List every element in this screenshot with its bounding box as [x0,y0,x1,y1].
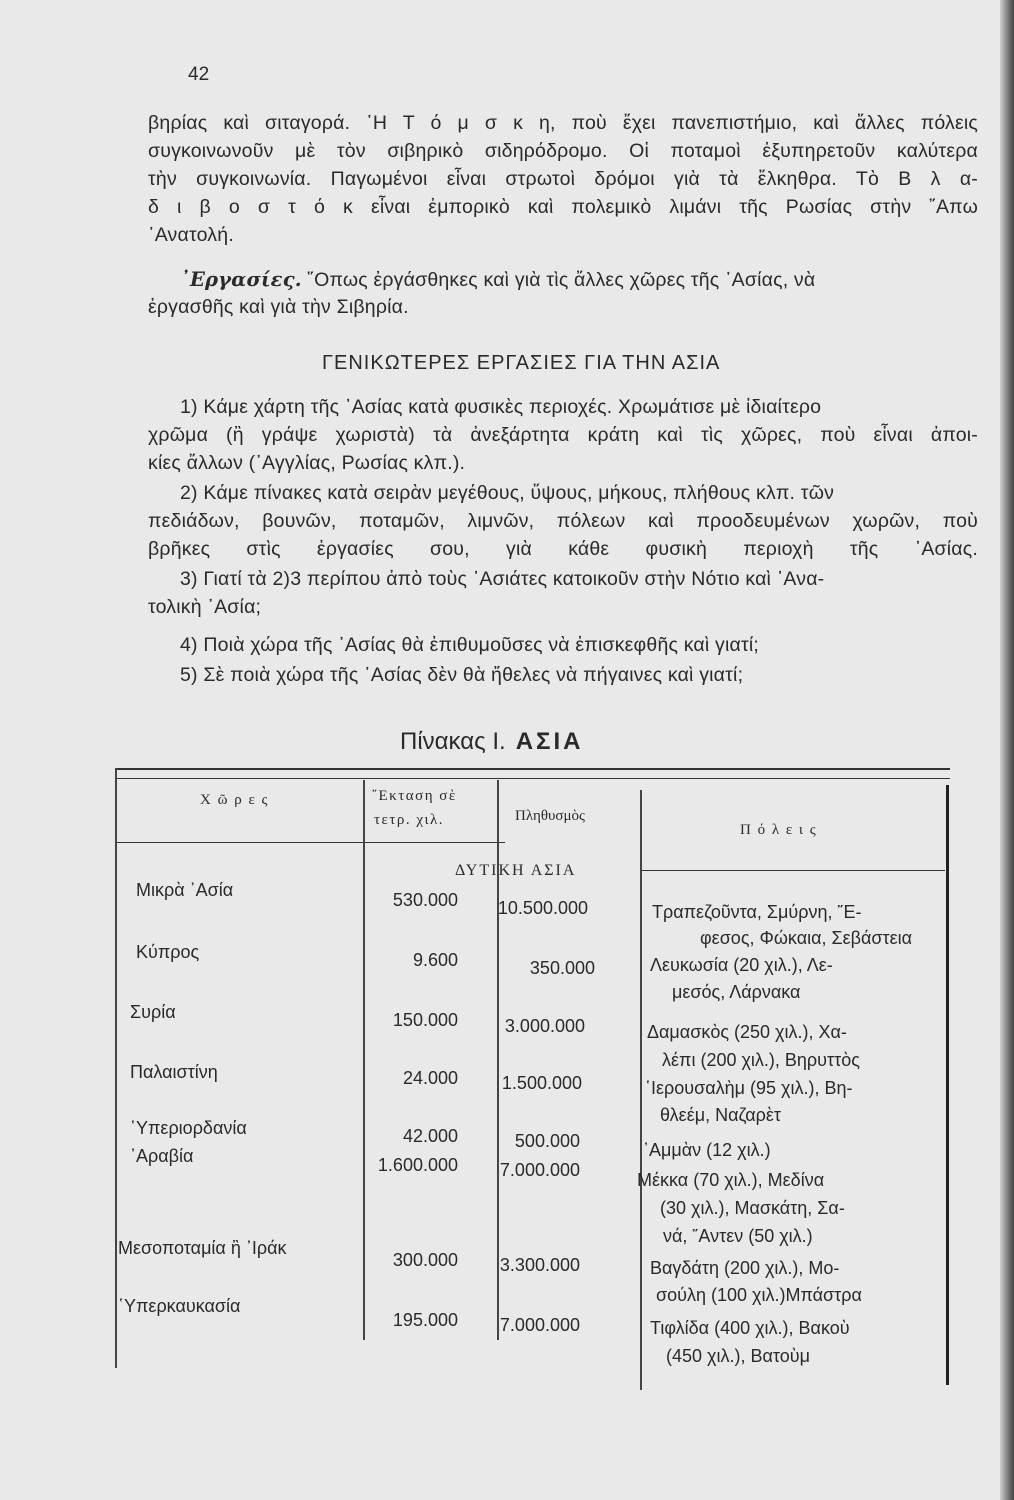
header-rule [115,842,505,843]
question-line: 3) Γιατί τὰ 2)3 περίπου ἀπὸ τοὺς ᾿Ασιάτες κατοικοῦν στὴν Νότιο καὶ ᾿Ανα- [180,568,825,590]
city-line: φεσος, Φώκαια, Σεβάστεια [700,928,913,948]
country-cell: ῾Υπερκαυκασία [118,1296,241,1316]
city-line: (30 χιλ.), Μασκάτη, Σα- [660,1198,845,1218]
paragraph-line: δ ι β ο σ τ ό κ εἶναι ἐμπορικὸ καὶ πολεμικὸ λιμάνι τῆς Ρωσίας στὴν ῎Απω [148,196,978,218]
question-line: τολικὴ ᾿Ασία; [148,596,262,618]
city-line: μεσός, Λάρνακα [672,982,801,1002]
question-line: κίες ἄλλων (᾿Αγγλίας, Ρωσίας κλπ.). [148,452,466,474]
city-line: λέπι (200 χιλ.), Βηρυττὸς [662,1050,860,1070]
area-cell: 1.600.000 [377,1155,458,1175]
city-line: Μέκκα (70 χιλ.), Μεδίνα [637,1170,825,1190]
population-cell: 1.500.000 [501,1073,582,1093]
area-cell: 300.000 [392,1250,458,1270]
table-title-label: Πίνακας Ι. [400,728,506,755]
section-heading: ΓΕΝΙΚΩΤΕΡΕΣ ΕΡΓΑΣΙΕΣ ΓΙΑ ΤΗΝ ΑΣΙΑ [322,352,721,374]
city-line: θλεέμ, Ναζαρὲτ [660,1105,782,1125]
city-line: Λευκωσία (20 χιλ.), Λε- [650,955,833,975]
header-area-unit: τετρ. χιλ. [374,812,445,828]
exercises-text: ῞Οπως ἐργάσθηκες καὶ γιὰ τὶς ἄλλες χῶρες τῆς ᾿Ασίας, νὰ [307,269,816,291]
population-cell: 350.000 [529,958,595,978]
paragraph-line: συγκοινωνοῦν μὲ τὸν σιβηρικὸ σιδηρόδρομο. Οἱ ποταμοὶ ἐξυπηρετοῦν καλύτερα [148,140,978,162]
section-label: ΔΥΤΙΚΗ ΑΣΙΑ [455,862,577,879]
question-line: 5) Σὲ ποιὰ χώρα τῆς ᾿Ασίας δὲν θὰ ἤθελες νὰ πήγαινες καὶ γιατί; [180,664,744,686]
population-cell: 500.000 [514,1131,580,1151]
country-cell: Συρία [130,1002,176,1022]
area-cell: 195.000 [392,1310,458,1330]
question-line: βρῆκες στὶς ἐργασίες σου, γιὰ κάθε φυσικὴ περιοχὴ τῆς ᾿Ασίας. [148,538,978,560]
city-line: Τραπεζοῦντα, Σμύρνη, ῎Ε- [652,902,862,922]
population-cell: 7.000.000 [499,1160,580,1180]
exercises-line: ἐργασθῆς καὶ γιὰ τὴν Σιβηρία. [148,296,409,318]
city-line: ᾿Αμμὰν (12 χιλ.) [643,1140,771,1160]
paragraph-line: βηρίας καὶ σιταγορά. ῾Η Τ ό μ σ κ η, ποὺ ἔχει πανεπιστήμιο, καὶ ἄλλες πόλεις [148,112,978,134]
question-line: πεδιάδων, βουνῶν, ποταμῶν, λιμνῶν, πόλεων καὶ προοδευμένων χωρῶν, ποὺ [148,510,978,532]
table-title-bold: ΑΣΙΑ [515,728,584,755]
country-cell: ῾Υπεριορδανία [130,1118,247,1138]
city-line: ῾Ιερουσαλὴμ (95 χιλ.), Βη- [645,1078,853,1098]
city-line: σούλη (100 χιλ.)Μπάστρα [656,1285,862,1305]
header-area: ῎Εκταση σὲ [372,788,457,804]
country-cell: Μεσοποταμία ἢ ᾿Ιράκ [118,1238,287,1258]
header-population: Πληθυσμὸς [515,808,585,824]
header-countries: Χ ῶ ρ ε ς [200,792,269,808]
area-cell: 530.000 [392,890,458,910]
population-cell: 7.000.000 [499,1315,580,1335]
city-line: Τιφλίδα (400 χιλ.), Βακοὺ [650,1318,850,1338]
exercises-label: ᾿Εργασίες. [180,268,302,291]
country-cell: Κύπρος [136,942,200,962]
column-divider [640,790,642,1390]
table-border-left [115,768,117,1368]
population-cell: 3.000.000 [504,1016,585,1036]
table-rule-top-inner [115,778,950,779]
table-title [400,728,583,756]
area-cell: 24.000 [402,1068,458,1088]
population-cell: 3.300.000 [499,1255,580,1275]
area-cell: 42.000 [402,1126,458,1146]
exercises-line [180,268,815,292]
question-line: 4) Ποιὰ χώρα τῆς ᾿Ασίας θὰ ἐπιθυμοῦσες νὰ ἐπισκεφθῆς καὶ γιατί; [180,634,760,656]
country-cell: Παλαιστίνη [130,1062,218,1082]
area-cell: 150.000 [392,1010,458,1030]
page-number: 42 [188,64,210,85]
city-line: νά, ῎Αντεν (50 χιλ.) [663,1226,813,1246]
header-cities: Π ό λ ε ι ς [740,822,818,838]
header-rule [640,870,945,871]
question-line: 2) Κάμε πίνακες κατὰ σειρὰν μεγέθους, ὕψους, μήκους, πλήθους κλπ. τῶν [180,482,835,504]
area-cell: 9.600 [412,950,458,970]
city-line: Δαμασκὸς (250 χιλ.), Χα- [647,1022,847,1042]
table-border-right [946,785,949,1385]
city-line: Βαγδάτη (200 χιλ.), Μο- [650,1258,840,1278]
paragraph-line: ᾿Ανατολή. [148,224,234,246]
population-cell: 10.500.000 [497,898,588,918]
question-line: χρῶμα (ἢ γράψε χωριστὰ) τὰ ἀνεξάρτητα κράτη καὶ τὶς χῶρες, ποὺ εἶναι ἀποι- [148,424,978,446]
table-rule-top [115,768,950,770]
country-cell: Μικρὰ ᾿Ασία [136,880,234,900]
country-cell: ᾿Αραβία [130,1146,194,1166]
paragraph-line: τὴν συγκοινωνία. Παγωμένοι εἶναι στρωτοὶ δρόμοι γιὰ τὰ ἔλκηθρα. Τὸ Β λ α- [148,168,978,190]
question-line: 1) Κάμε χάρτη τῆς ᾿Ασίας κατὰ φυσικὲς περιοχές. Χρωμάτισε μὲ ἰδιαίτερο [180,396,822,418]
city-line: (450 χιλ.), Βατοὺμ [666,1346,810,1366]
